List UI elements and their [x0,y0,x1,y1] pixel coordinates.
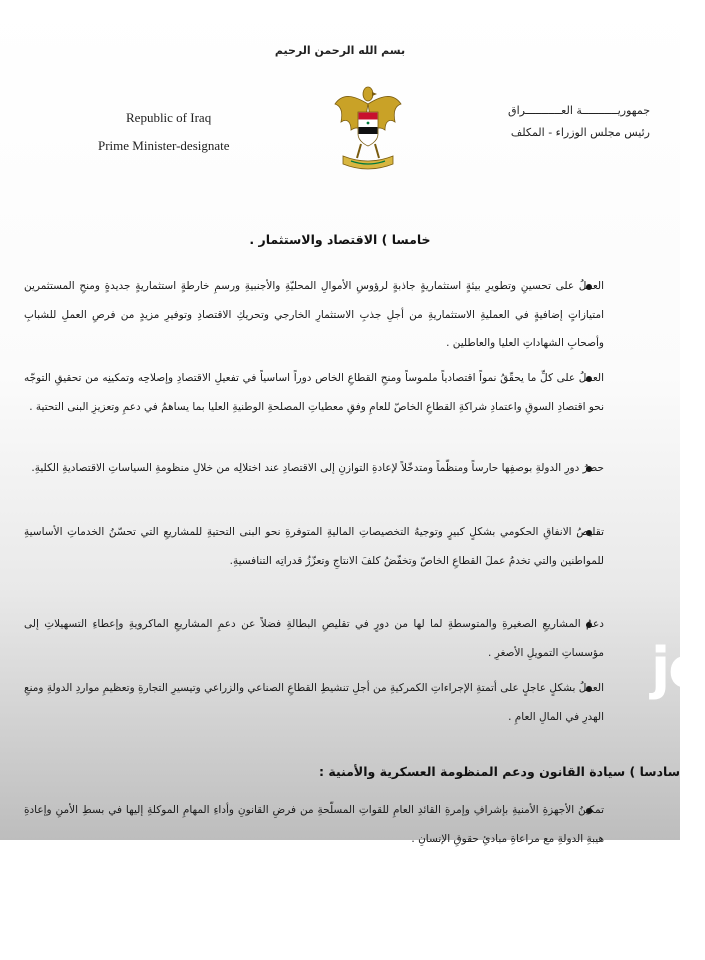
section-6-title: سادسا ) سيادة القانون ودعم المنظومة العسكرية والأمنية : [319,764,680,779]
iraq-eagle-emblem [333,82,403,172]
section-5-item-4: تقليصُ الانفاقِ الحكومي بشكلٍ كبيرٍ وتوجيهُ التخصيصاتِ الماليةِ المتوفرةِ نحو البنى التحتيةِ للمشاريعِ التي تحسّنُ الخدماتِ الأساسيةِ للمواطنين والتي تخدمُ عملَ القطاعِ الخاصّ وتخفّضُ كلفَ الانتاجِ وتعزّزُ قدراتِه التنافسيةِ. [24,526,604,567]
country-name-ar: جمهوريـــــــــــة العـــــــــــراق [508,104,650,117]
office-name-ar: رئيس مجلس الوزراء - المكلف [510,126,650,139]
letterhead-english [98,104,268,160]
section-5-item-2: العملُ على كلِّ ما يحقّقُ نمواً اقتصادياً ملموساً ومنحِ القطاعِ الخاص دوراً اساسياً في تفعيلِ الاقتصادِ وإصلاحِه وتمكينِه من تحقيقِ التوجّه نحو اقتصادِ السوقِ واعتمادِ شراكةِ القطاعِ الخاصّ للعامِ وفقِ معطياتِ المصلحةِ الوطنيةِ العليا بما يساهمُ في دعمِ وتعزيزِ البنى التحتية . [24,372,604,413]
letterhead-arabic [460,100,650,144]
section-5-item-5: دعمُ المشاريعِ الصغيرةِ والمتوسطةِ لما لها من دورٍ في تقليصِ البطالةِ فضلاً عن دعمِ المشاريعِ الماكرويةِ وإعطاءِ التسهيلاتِ إلى مؤسساتِ التمويلِ الأصغرِ . [24,618,604,659]
section-6-item-1: تمكينُ الأجهزةِ الأمنيةِ بإشرافِ وإمرةِ القائدِ العامِ للقواتِ المسلّحةِ من فرضِ القانونِ وأداءِ المهامِ الموكلةِ إليها في بسطِ الأمنِ وإعادةِ هيبةِ الدولةِ مع مراعاةِ مبادئِ حقوقِ الإنسانِ . [24,804,604,845]
basmala: بسم الله الرحمن الرحيم [274,44,406,57]
section-5-item-6: العملُ بشكلٍ عاجلٍ على أتمتةِ الإجراءاتِ الكمركيةِ من أجلِ تنشيطِ القطاعِ الصناعي والزراعي وتيسيرِ التجارةِ وتعظيمِ مواردِ الدولةِ ومنعِ الهدرِ في المالِ العامِ . [24,682,604,723]
country-name-en: Republic of Iraq [126,110,212,125]
section-5-title: خامسا ) الاقتصاد والاستثمار . [249,232,431,247]
section-5-item-3: حصرُ دورِ الدولةِ بوصفِها حارساً ومنظّماً ومتدخّلاً لإعادةِ التوازنِ إلى الاقتصادِ عند اختلالِه من خلالِ منظومةِ السياساتِ الاقتصاديةِ الكليةِ. [31,462,604,474]
site-watermark: jo [651,636,705,701]
section-5-item-1: العملُ على تحسينِ وتطويرِ بيئةٍ استثماريةٍ جاذبةٍ لرؤوسِ الأموالِ المحليّةِ والأجنبيةِ ورسمِ خارطةٍ استثماريةٍ جديدةٍ ومنحِ المستثمرين امتيازاتٍ إضافيةٍ في العمليةِ الاستثماريةِ من أجلِ جذبِ الاستثمارِ الخارجي وتحريكِ الاقتصادِ وتوفيرِ مزيدٍ من فرصِ العملِ للشبابِ وأصحابِ الشهاداتِ العليا والعاطلين . [24,280,604,349]
office-name-en: Prime Minister-designate [98,138,230,153]
